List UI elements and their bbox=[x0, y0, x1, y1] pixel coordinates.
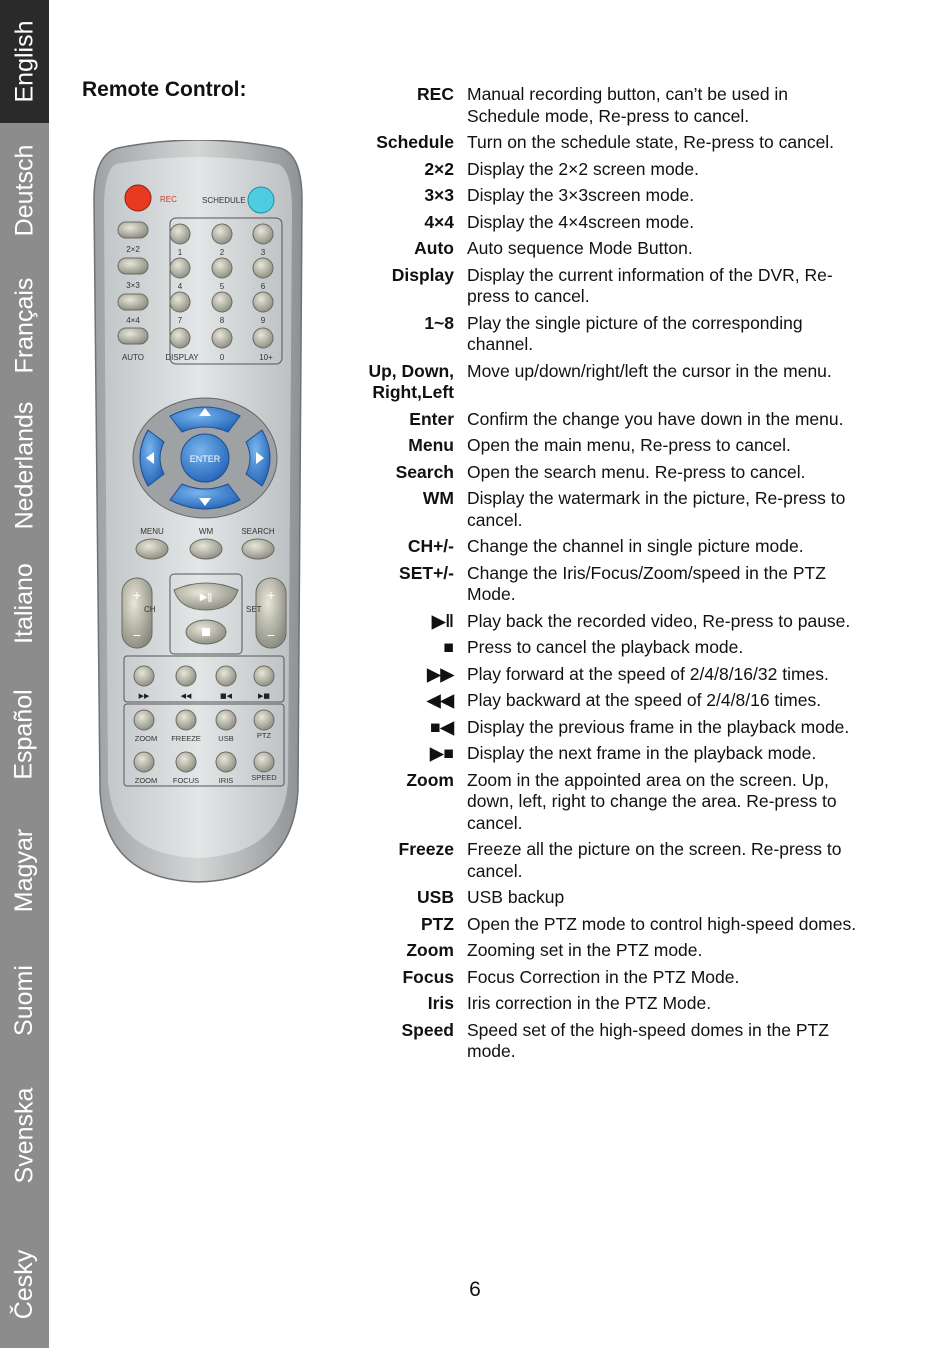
definition-description: Press to cancel the playback mode. bbox=[467, 637, 744, 657]
remote-key-label: 4×4 bbox=[126, 316, 140, 325]
definition-description: Play backward at the speed of 2/4/8/16 times. bbox=[467, 690, 822, 710]
definition-row bbox=[350, 967, 860, 989]
digit-4-button[interactable] bbox=[170, 258, 190, 278]
definition-row bbox=[350, 914, 860, 936]
definition-term: Enter bbox=[409, 408, 454, 429]
schedule-button[interactable] bbox=[248, 187, 274, 213]
digit-2-button[interactable] bbox=[212, 224, 232, 244]
language-label: Français bbox=[10, 277, 38, 374]
definition-description: Display the 2×2 screen mode. bbox=[467, 158, 700, 179]
definition-term: PTZ bbox=[420, 913, 454, 934]
definition-row bbox=[350, 212, 860, 234]
remote-key-label: 9 bbox=[260, 316, 266, 325]
definition-row bbox=[350, 637, 860, 659]
definition-description: Open the main menu, Re-press to cancel. bbox=[467, 435, 791, 455]
language-tab-nederlands[interactable] bbox=[0, 393, 49, 538]
language-label: Nederlands bbox=[10, 401, 39, 530]
remote-key-label: ZOOM bbox=[134, 776, 158, 785]
freeze-button[interactable] bbox=[176, 710, 196, 730]
remote-key-label: FREEZE bbox=[171, 734, 201, 743]
remote-key-label: 3×3 bbox=[126, 281, 140, 290]
remote-key-label: WM bbox=[198, 527, 214, 536]
remote-key-label: 0 bbox=[219, 353, 225, 362]
wm-button[interactable] bbox=[190, 539, 222, 559]
ch-label: CH bbox=[144, 605, 156, 614]
ptz-zoom-button[interactable] bbox=[134, 752, 154, 772]
definition-description: Display the current information of the DVR, Re-press to cancel. bbox=[467, 264, 833, 306]
definition-row bbox=[350, 940, 860, 962]
remote-key-label: 2 bbox=[219, 248, 225, 257]
definition-row bbox=[350, 159, 860, 181]
language-label: Suomi bbox=[10, 964, 38, 1036]
definition-term: Speed bbox=[401, 1019, 454, 1040]
language-label: Italiano bbox=[10, 562, 38, 644]
language-tab-italiano[interactable] bbox=[0, 538, 49, 668]
enter-label: ENTER bbox=[189, 454, 221, 464]
focus-button[interactable] bbox=[176, 752, 196, 772]
definition-row bbox=[350, 743, 860, 765]
definition-description: Display the 4×4screen mode. bbox=[467, 211, 695, 232]
digit-6-button[interactable] bbox=[253, 258, 273, 278]
definition-term: USB bbox=[417, 887, 454, 907]
play-pause-icon: ▶ǁ bbox=[199, 592, 213, 603]
definition-description: Move up/down/right/left the cursor in the menu. bbox=[467, 360, 832, 381]
zoom-button[interactable] bbox=[134, 710, 154, 730]
definition-row bbox=[350, 993, 860, 1015]
schedule-label: SCHEDULE bbox=[202, 196, 246, 205]
remote-key-label: 2×2 bbox=[126, 245, 140, 254]
definition-row bbox=[350, 664, 860, 686]
definition-term: 2×2 bbox=[424, 158, 454, 179]
page-number: 6 bbox=[469, 1278, 481, 1301]
iris-button[interactable] bbox=[216, 752, 236, 772]
backward-button[interactable] bbox=[176, 666, 196, 686]
prev-frame-button[interactable] bbox=[216, 666, 236, 686]
definition-row bbox=[350, 265, 860, 308]
definition-term: ■◀ bbox=[429, 716, 454, 737]
definition-description: Display the next frame in the playback mode. bbox=[467, 743, 817, 763]
language-label: Deutsch bbox=[10, 144, 38, 237]
definition-term: Menu bbox=[408, 435, 454, 455]
definition-row bbox=[350, 313, 860, 356]
definition-term: REC bbox=[417, 84, 454, 104]
remote-key-label: FOCUS bbox=[172, 776, 200, 785]
definition-row bbox=[350, 409, 860, 431]
definition-description: Zooming set in the PTZ mode. bbox=[467, 940, 703, 960]
definition-row bbox=[350, 1020, 860, 1063]
definition-term: Iris bbox=[427, 993, 454, 1013]
remote-key-label: 1 bbox=[177, 248, 183, 257]
definition-term: ◀◀ bbox=[427, 690, 454, 710]
definition-description: Auto sequence Mode Button. bbox=[467, 238, 693, 258]
forward-button[interactable] bbox=[134, 666, 154, 686]
definition-row bbox=[350, 238, 860, 260]
definition-term: Freeze bbox=[398, 839, 454, 859]
remote-key-label: 5 bbox=[219, 282, 225, 291]
definition-row bbox=[350, 435, 860, 457]
speed-button[interactable] bbox=[254, 752, 274, 772]
definition-term: 3×3 bbox=[424, 185, 454, 205]
remote-control-image bbox=[88, 140, 308, 885]
button-definition-list bbox=[350, 84, 860, 1068]
digit-9-button[interactable] bbox=[253, 292, 273, 312]
language-tab-svenska[interactable] bbox=[0, 1060, 49, 1210]
definition-description: Focus Correction in the PTZ Mode. bbox=[467, 966, 740, 987]
next-frame-button[interactable] bbox=[254, 666, 274, 686]
definition-row bbox=[350, 717, 860, 739]
definition-row bbox=[350, 84, 860, 127]
definition-term: ▶▶ bbox=[427, 663, 454, 684]
definition-term: Schedule bbox=[376, 132, 454, 152]
definition-row bbox=[350, 690, 860, 712]
definition-description: Confirm the change you have down in the menu. bbox=[467, 408, 844, 429]
definition-row bbox=[350, 563, 860, 606]
definition-description: USB backup bbox=[467, 887, 565, 907]
definition-description: Open the PTZ mode to control high-speed domes. bbox=[467, 913, 857, 934]
remote-key-label: ZOOM bbox=[134, 734, 158, 743]
definition-row bbox=[350, 488, 860, 531]
definition-row bbox=[350, 536, 860, 558]
definition-term: WM bbox=[422, 488, 454, 508]
definition-row bbox=[350, 887, 860, 909]
definition-term: ▶ǁ bbox=[431, 610, 454, 631]
definition-term: CH+/- bbox=[407, 536, 454, 556]
definition-description: Speed set of the high-speed domes in the PTZ mode. bbox=[467, 1019, 829, 1061]
definition-row bbox=[350, 361, 860, 404]
remote-key-label: 8 bbox=[219, 316, 225, 325]
fast-forward-icon: ▶▶ bbox=[138, 692, 150, 700]
ptz-button[interactable] bbox=[254, 710, 274, 730]
definition-description: Display the 3×3screen mode. bbox=[467, 185, 695, 205]
language-label: English bbox=[10, 20, 38, 103]
remote-key-label: 3 bbox=[260, 248, 266, 257]
definition-row bbox=[350, 839, 860, 882]
display-button[interactable] bbox=[170, 328, 190, 348]
digit-0-button[interactable] bbox=[212, 328, 232, 348]
digit-8-button[interactable] bbox=[212, 292, 232, 312]
definition-row bbox=[350, 132, 860, 154]
definition-description: Play the single picture of the corresponding channel. bbox=[467, 312, 803, 354]
remote-key-label: 6 bbox=[260, 282, 266, 291]
language-label: Svenska bbox=[10, 1087, 39, 1183]
set-label: SET bbox=[246, 605, 262, 614]
usb-button[interactable] bbox=[216, 710, 236, 730]
language-label: Česky bbox=[10, 1249, 38, 1319]
definition-description: Display the watermark in the picture, Re-press to cancel. bbox=[467, 488, 846, 530]
next-frame-icon: ▶■ bbox=[258, 692, 270, 700]
definition-term: 4×4 bbox=[424, 211, 454, 232]
rec-label: REC bbox=[160, 195, 177, 204]
definition-term: ■ bbox=[443, 637, 454, 657]
definition-description: Iris correction in the PTZ Mode. bbox=[467, 993, 712, 1013]
digit-3-button[interactable] bbox=[253, 224, 273, 244]
menu-button[interactable] bbox=[136, 539, 168, 559]
definition-description: Display the previous frame in the playback mode. bbox=[467, 716, 850, 737]
definition-description: Change the Iris/Focus/Zoom/speed in the PTZ Mode. bbox=[467, 562, 826, 604]
svg-text:+: + bbox=[132, 587, 142, 603]
definition-row bbox=[350, 770, 860, 835]
screen-4x4-button[interactable] bbox=[118, 294, 148, 310]
auto-button[interactable] bbox=[118, 328, 148, 344]
language-tab-magyar[interactable] bbox=[0, 800, 49, 940]
remote-key-label: SEARCH bbox=[241, 527, 275, 536]
digit-7-button[interactable] bbox=[170, 292, 190, 312]
stop-icon bbox=[202, 628, 210, 636]
rewind-icon: ◀◀ bbox=[180, 692, 192, 700]
svg-text:+: + bbox=[266, 587, 276, 603]
screen-3x3-button[interactable] bbox=[118, 258, 148, 274]
digit-10plus-button[interactable] bbox=[253, 328, 273, 348]
digit-5-button[interactable] bbox=[212, 258, 232, 278]
language-tab-espanol[interactable] bbox=[0, 668, 49, 800]
definition-description: Play forward at the speed of 2/4/8/16/32 times. bbox=[467, 663, 829, 684]
definition-term: Search bbox=[395, 461, 454, 482]
remote-key-label: IRIS bbox=[218, 776, 234, 785]
remote-key-label: PTZ bbox=[256, 731, 272, 740]
svg-text:−: − bbox=[266, 627, 276, 643]
language-label: Magyar bbox=[10, 828, 38, 912]
definition-term: 1~8 bbox=[424, 312, 454, 333]
definition-description: Play back the recorded video, Re-press to pause. bbox=[467, 610, 851, 631]
rec-button[interactable] bbox=[125, 185, 151, 211]
definition-description: Freeze all the picture on the screen. Re-press to cancel. bbox=[467, 839, 842, 881]
definition-term: Zoom bbox=[406, 769, 454, 790]
remote-key-label: AUTO bbox=[121, 353, 145, 362]
remote-key-label: DISPLAY bbox=[165, 353, 199, 362]
remote-key-label: 4 bbox=[177, 282, 183, 291]
remote-key-label: 10+ bbox=[259, 353, 273, 362]
remote-key-label: USB bbox=[218, 734, 234, 743]
language-tab-deutsch[interactable] bbox=[0, 123, 49, 258]
remote-key-label: SPEED bbox=[251, 773, 277, 782]
definition-term: Display bbox=[391, 264, 454, 285]
definition-description: Open the search menu. Re-press to cancel. bbox=[467, 461, 806, 482]
definition-term: Focus bbox=[402, 966, 454, 987]
definition-term: Auto bbox=[414, 238, 454, 258]
definition-description: Turn on the schedule state, Re-press to cancel. bbox=[467, 132, 835, 152]
language-tab-english[interactable] bbox=[0, 0, 49, 123]
definition-description: Zoom in the appointed area on the screen. Up, down, left, right to change the area. Re-press to cancel. bbox=[467, 769, 837, 833]
language-tab-francais[interactable] bbox=[0, 258, 49, 393]
remote-key-label: 7 bbox=[177, 316, 183, 325]
search-button[interactable] bbox=[242, 539, 274, 559]
definition-row bbox=[350, 185, 860, 207]
digit-1-button[interactable] bbox=[170, 224, 190, 244]
definition-term: Up, Down, Right,Left bbox=[368, 360, 454, 402]
language-tab-suomi[interactable] bbox=[0, 940, 49, 1060]
page-title: Remote Control: bbox=[82, 78, 247, 101]
language-label: Español bbox=[10, 688, 39, 780]
definition-description: Manual recording button, can’t be used in Schedule mode, Re-press to cancel. bbox=[467, 84, 789, 126]
definition-description: Change the channel in single picture mode. bbox=[467, 536, 804, 556]
definition-term: ▶■ bbox=[429, 743, 454, 763]
svg-text:−: − bbox=[132, 627, 142, 643]
definition-term: SET+/- bbox=[399, 562, 454, 583]
remote-key-label: MENU bbox=[140, 527, 164, 536]
screen-2x2-button[interactable] bbox=[118, 222, 148, 238]
definition-term: Zoom bbox=[406, 940, 454, 960]
definition-row bbox=[350, 462, 860, 484]
definition-row bbox=[350, 611, 860, 633]
previous-frame-icon: ■◀ bbox=[220, 692, 232, 700]
language-sidebar bbox=[0, 0, 49, 1348]
